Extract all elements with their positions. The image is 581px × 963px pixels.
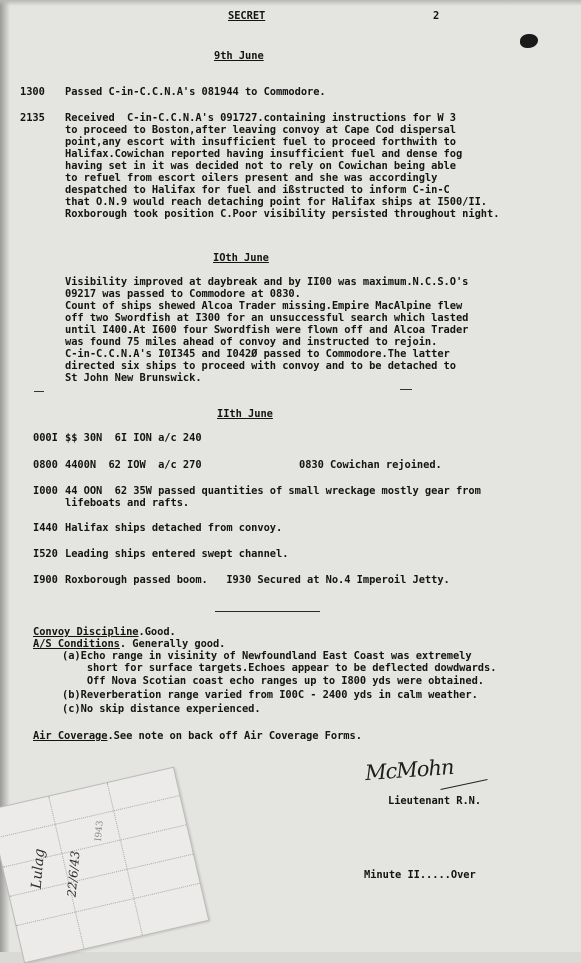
scan-top-band [0, 0, 581, 6]
convoy-discipline-value: .Good. [138, 626, 176, 638]
classification-heading: SECRET [228, 10, 266, 22]
entry-text: lifeboats and rafts. [65, 497, 190, 509]
entry-aside: 0830 Cowichan rejoined. [299, 459, 442, 471]
page-number: 2 [433, 10, 440, 22]
entry-time: I520 [33, 548, 58, 560]
paragraph-line: directed six ships to proceed with convoy and to be detached to [65, 360, 456, 372]
air-coverage-line [33, 730, 362, 742]
date-heading-9-june: 9th June [214, 50, 264, 62]
entry-text: to proceed to Boston,after leaving convoy at Cape Cod dispersal [65, 124, 456, 136]
handwritten-signature: McMohn [364, 754, 455, 786]
entry-text: having set in it was decided not to rely on Cowichan being able [65, 160, 456, 172]
ink-blot [520, 34, 538, 48]
entry-text: despatched to Halifax for fuel and ißstructed to inform C-in-C [65, 184, 450, 196]
handwritten-date: 22/6/43 [64, 850, 83, 898]
entry-time: 2135 [20, 112, 45, 124]
entry-time: I000 [33, 485, 58, 497]
stray-mark [400, 389, 412, 390]
entry-text: $$ 30N 6I ION a/c 240 [65, 432, 202, 444]
entry-text: that O.N.9 would reach detaching point for Halifax ships at I500/II. [65, 196, 487, 208]
entry-time: 1300 [20, 86, 45, 98]
as-condition-item: (b)Reverberation range varied from I00C - 2400 yds in calm weather. [62, 689, 478, 701]
paragraph-line: 09217 was passed to Commodore at 0830. [65, 288, 301, 300]
entry-text: 4400N 62 IOW a/c 270 [65, 459, 202, 471]
convoy-discipline-label: Convoy Discipline [33, 626, 139, 638]
air-coverage-label: Air Coverage [33, 730, 108, 742]
margin-dash-mark [34, 391, 44, 392]
paragraph-line: Count of ships shewed Alcoa Trader missing.Empire MacAlpine flew [65, 300, 463, 312]
entry-text: Leading ships entered swept channel. [65, 548, 289, 560]
entry-text: point,any escort with insufficient fuel to proceed forthwith to [65, 136, 456, 148]
entry-time: I900 [33, 574, 58, 586]
as-conditions-line [33, 638, 225, 650]
paragraph-line: off two Swordfish at I300 for an unsuccessful search which lasted [65, 312, 469, 324]
entry-time: 000I [33, 432, 58, 444]
paragraph-line: C-in-C.C.N.A's I0I345 and I042Ø passed to Commodore.The latter [65, 348, 450, 360]
entry-time: 0800 [33, 459, 58, 471]
minute-over-note: Minute II.....Over [364, 869, 476, 881]
as-condition-item: Off Nova Scotian coast echo ranges up to I800 yds were obtained. [62, 675, 484, 687]
entry-text: Roxborough passed boom. I930 Secured at No.4 Imperoil Jetty. [65, 574, 450, 586]
as-condition-item: (c)No skip distance experienced. [62, 703, 261, 715]
convoy-discipline-line [33, 626, 176, 638]
signature-underline [440, 779, 487, 790]
handwritten-initials: Lulag [28, 848, 49, 890]
entry-text: Halifax ships detached from convoy. [65, 522, 283, 534]
as-conditions-value: . Generally good. [119, 638, 226, 650]
entry-time: I440 [33, 522, 58, 534]
entry-text: Passed C-in-C.C.N.A's 081944 to Commodore. [65, 86, 326, 98]
entry-text: Halifax.Cowichan reported having insufficient fuel and dense fog [65, 148, 463, 160]
date-heading-10-june: IOth June [213, 252, 269, 264]
attached-registry-slip [0, 767, 209, 963]
entry-text: Received C-in-C.C.N.A's 091727.containing instructions for W 3 [65, 112, 456, 124]
section-divider [215, 611, 320, 612]
paragraph-line: Visibility improved at daybreak and by II00 was maximum.N.C.S.O's [65, 276, 469, 288]
air-coverage-value: .See note on back off Air Coverage Forms. [107, 730, 362, 742]
entry-text: Roxborough took position C.Poor visibility persisted throughout night. [65, 208, 500, 220]
as-condition-item: short for surface targets.Echoes appear to be deflected dowdwards. [62, 662, 497, 674]
paragraph-line: was found 75 miles ahead of convoy and instructed to rejoin. [65, 336, 438, 348]
entry-text: 44 OON 62 35W passed quantities of small wreckage mostly gear from [65, 485, 481, 497]
faint-printed-year: I943 [93, 820, 106, 842]
entry-text: to refuel from escort oilers present and she was accordingly [65, 172, 438, 184]
date-heading-11-june: IIth June [217, 408, 273, 420]
signatory-rank: Lieutenant R.N. [388, 795, 482, 807]
as-conditions-label: A/S Conditions [33, 638, 120, 650]
paragraph-line: St John New Brunswick. [65, 372, 202, 384]
paragraph-line: until I400.At I600 four Swordfish were flown off and Alcoa Trader [65, 324, 469, 336]
as-condition-item: (a)Echo range in visinity of Newfoundland East Coast was extremely [62, 650, 472, 662]
